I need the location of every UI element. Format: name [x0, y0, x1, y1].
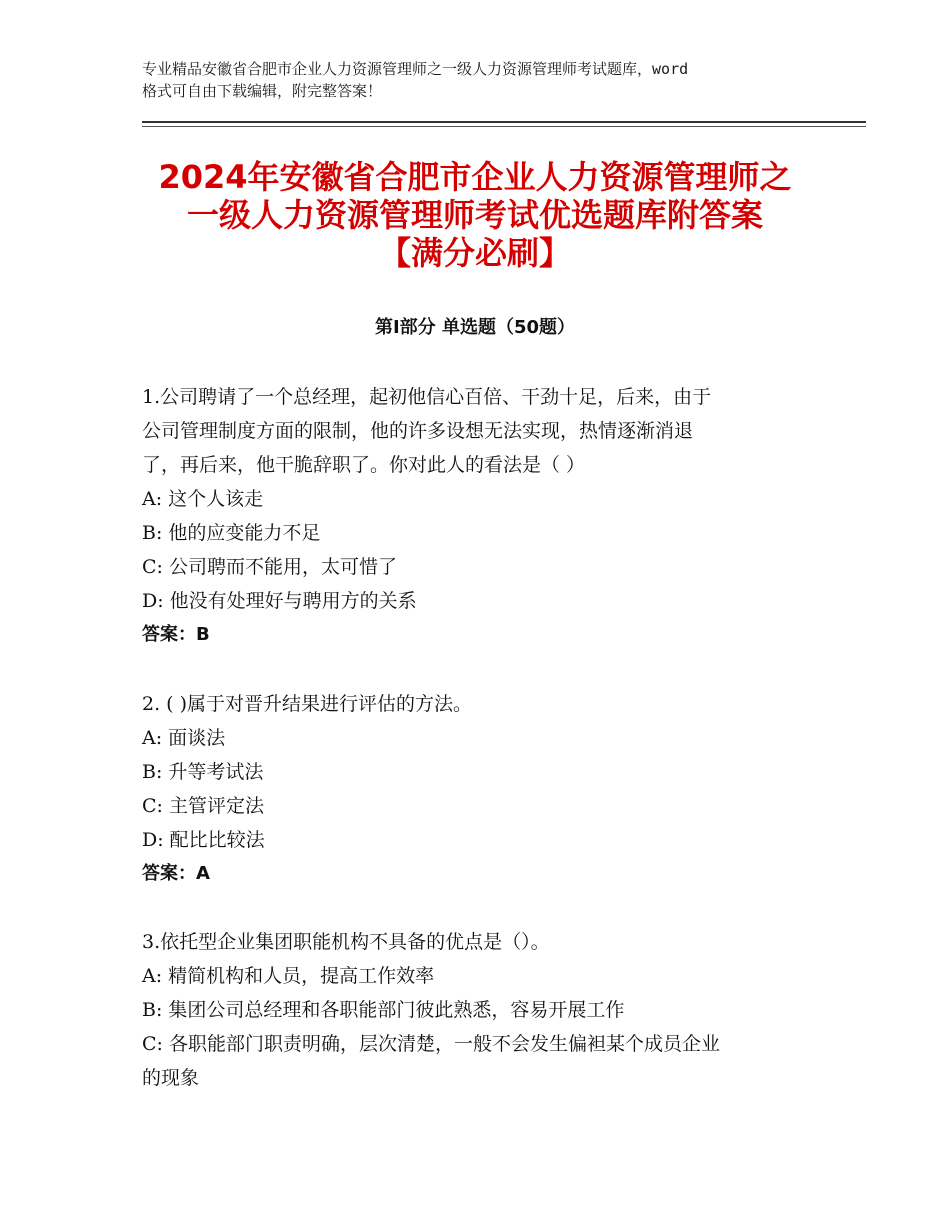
- question-stem-line: 公司管理制度方面的限制，他的许多设想无法实现，热情逐渐消退: [142, 420, 694, 442]
- header-divider-thin: [142, 126, 866, 127]
- document-title-line3: 【满分必刷】: [378, 234, 571, 272]
- header-note: [142, 58, 822, 102]
- answer-line: 答案：B: [142, 624, 210, 645]
- option-c: C: 主管评定法: [142, 795, 264, 817]
- option-a: A: 面谈法: [142, 727, 226, 749]
- header-divider-thick: [142, 121, 866, 123]
- option-d: D: 配比比较法: [142, 829, 265, 851]
- document-title: [100, 158, 850, 272]
- option-c: C: 各职能部门职责明确，层次清楚，一般不会发生偏袒某个成员企业: [142, 1033, 720, 1055]
- question-stem-line: 3.依托型企业集团职能机构不具备的优点是（）。: [142, 931, 550, 953]
- question-1: [142, 380, 822, 652]
- question-3: [142, 925, 822, 1095]
- option-d: D: 他没有处理好与聘用方的关系: [142, 590, 417, 612]
- answer-line: 答案：A: [142, 863, 210, 884]
- question-stem-line: 1.公司聘请了一个总经理，起初他信心百倍、干劲十足，后来，由于: [142, 386, 712, 408]
- question-stem-line: 了，再后来，他干脆辞职了。你对此人的看法是（ ）: [142, 454, 586, 476]
- option-c: C: 公司聘而不能用，太可惜了: [142, 556, 397, 578]
- document-title-line1: 2024年安徽省合肥市企业人力资源管理师之: [158, 158, 792, 196]
- question-2: [142, 687, 822, 891]
- header-note-line1: 专业精品安徽省合肥市企业人力资源管理师之一级人力资源管理师考试题库，word: [142, 60, 689, 78]
- question-stem-line: 2. ( )属于对晋升结果进行评估的方法。: [142, 693, 473, 715]
- document-title-line2: 一级人力资源管理师考试优选题库附答案: [186, 196, 763, 234]
- section-heading: 第Ⅰ部分 单选题（50题）: [374, 317, 575, 338]
- option-b: B: 升等考试法: [142, 761, 264, 783]
- option-b: B: 集团公司总经理和各职能部门彼此熟悉，容易开展工作: [142, 999, 625, 1021]
- option-a: A: 精简机构和人员，提高工作效率: [142, 965, 435, 987]
- option-c-continued: 的现象: [142, 1067, 200, 1089]
- option-b: B: 他的应变能力不足: [142, 522, 321, 544]
- header-note-line2: 格式可自由下载编辑，附完整答案！: [142, 82, 383, 100]
- option-a: A: 这个人该走: [142, 488, 264, 510]
